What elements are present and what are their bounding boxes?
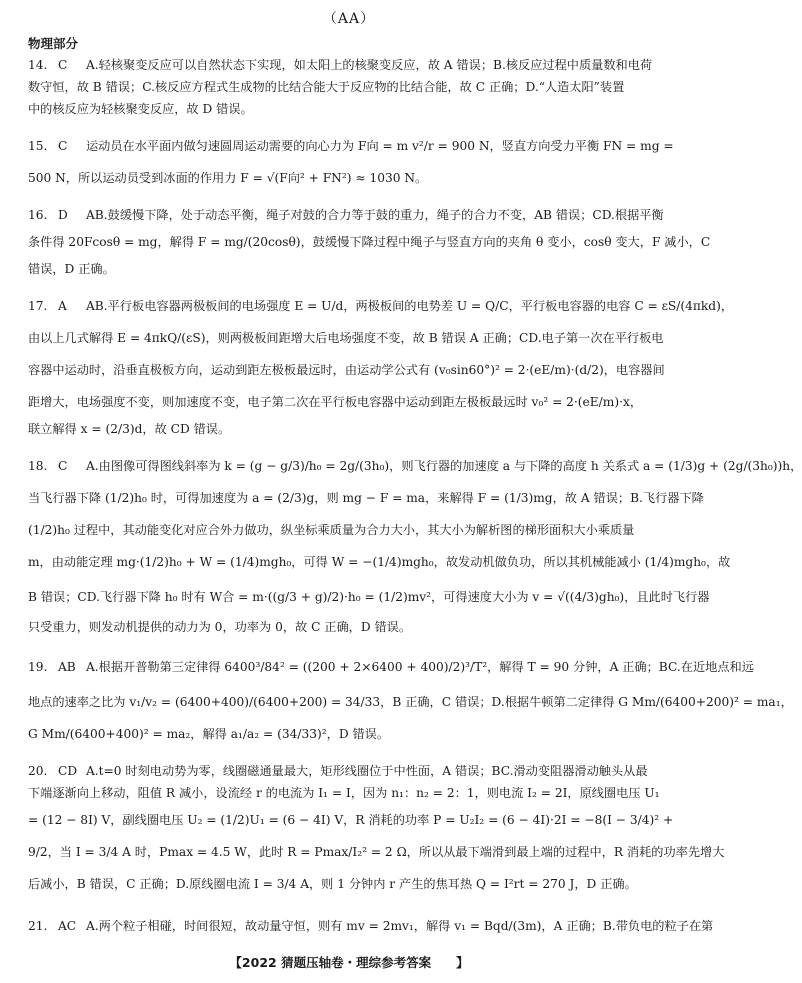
explanation-text: B 错误；CD.飞行器下降 h₀ 时有 W合 = m·((g/3 + g)/2)·h₀ = (1/2)mv²，可得速度大小为 v = √((4/3)gh₀)，且此时飞行器: [28, 590, 710, 604]
answer-line: [28, 836, 725, 868]
answer-key: AC: [58, 919, 77, 933]
question-number: 20.: [28, 764, 48, 778]
answer-item: [28, 450, 802, 638]
explanation-text: 错误，D 正确。: [28, 262, 115, 276]
answer-line: [28, 868, 676, 900]
answer-line: [28, 226, 711, 258]
answer-item: [28, 760, 725, 900]
question-number: 15.: [28, 139, 48, 153]
explanation-text: 500 N，所以运动员受到冰面的作用力 F = √(F向² + FN²) ≈ 1030 N。: [28, 171, 428, 185]
explanation-text: 9/2，当 I = 3/4 A 时，Pmax = 4.5 W，此时 R = Pmax/I₂² = 2 Ω，所以从最下端滑到最上端的过程中，R 消耗的功率先增大: [28, 845, 725, 859]
paper-version-code: （AA）: [322, 11, 376, 27]
answer-line: [28, 386, 676, 418]
answer-key: C: [58, 139, 68, 153]
answer-key: AB: [58, 660, 76, 674]
answer-line: [28, 322, 676, 354]
answer-line: [28, 686, 793, 718]
answer-line: [28, 578, 710, 616]
explanation-text: 数守恒，故 B 错误；C.核反应方程式生成物的比结合能大于反应物的比结合能，故 C 正确；D.“人造太阳”装置: [28, 80, 625, 94]
question-number: 17.: [28, 299, 48, 313]
answer-key: C: [58, 58, 68, 72]
explanation-text: 距增大，电场强度不变，则加速度不变，电子第二次在平行板电容器中运动到距左极板最远时 v₀² = 2·(eE/m)·x，: [28, 395, 643, 409]
answer-line: [28, 514, 676, 546]
explanation-text: AB.平行板电容器两极板间的电场强度 E = U/d，两极板间的电势差 U = Q/C，平行板电容器的电容 C = εS/(4πkd)，: [86, 299, 734, 313]
answer-key: A: [58, 299, 67, 313]
answer-item: [28, 54, 676, 120]
answer-list: [28, 54, 802, 952]
page-footer: 【2022 猜题压轴卷・理综参考答案 】: [229, 955, 469, 970]
answer-line: [28, 718, 676, 750]
question-number: 18.: [28, 459, 48, 473]
explanation-text: m，由动能定理 mg·(1/2)h₀ + W = (1/4)mgh₀，可得 W = −(1/4)mgh₀，故发动机做负功，所以其机械能减小 (1/4)mgh₀，故: [28, 555, 731, 569]
answer-key: D: [58, 208, 68, 222]
explanation-text: AB.鼓缓慢下降，处于动态平衡，绳子对鼓的合力等于鼓的重力，绳子的合力不变，AB 错误；CD.根据平衡: [86, 208, 664, 222]
explanation-text: 容器中运动时，沿垂直极板方向，运动到距左极板最远时，由运动学公式有 (v₀sin60°)² = 2·(eE/m)·(d/2)，电容器间: [28, 363, 665, 377]
question-number: 21.: [28, 919, 48, 933]
explanation-text: 联立解得 x = (2/3)d，故 CD 错误。: [28, 422, 231, 436]
explanation-text: 地点的速率之比为 v₁/v₂ = (6400+400)/(6400+200) = 34/33，B 正确，C 错误；D.根据牛顿第二定律得 G Mm/(6400+200)² = ma₁，: [28, 695, 793, 709]
explanation-text: = (12 − 8I) V，副线圈电压 U₂ = (1/2)U₁ = (6 − 4I) V，R 消耗的功率 P = U₂I₂ = (6 − 4I)·2I = −8(I − 3/4)² +: [28, 813, 674, 827]
explanation-text: 条件得 20Fcosθ = mg，解得 F = mg/(20cosθ)，鼓缓慢下降过程中绳子与竖直方向的夹角 θ 变小，cosθ 变大，F 减小，C: [28, 235, 711, 249]
answer-line: [28, 910, 714, 942]
answer-line: [28, 450, 802, 482]
question-number: 14.: [28, 58, 48, 72]
answer-line: [28, 804, 676, 836]
answer-line: [28, 782, 676, 804]
explanation-text: A.根据开普勒第三定律得 6400³/84² = ((200 + 2×6400 + 400)/2)³/T²，解得 T = 90 分钟，A 正确；BC.在近地点和远: [86, 660, 754, 674]
explanation-text: 由以上几式解得 E = 4πkQ/(εS)，则两极板间距增大后电场强度不变，故 B 错误 A 正确；CD.电子第一次在平行板电: [28, 331, 664, 345]
answer-line: [28, 760, 676, 782]
answer-line: [28, 290, 734, 322]
explanation-text: 下端逐渐向上移动，阻值 R 减小，设流经 r 的电流为 I₁ = I，因为 n₁：n₂ = 2：1，则电流 I₂ = 2I，原线圈电压 U₁: [28, 786, 660, 800]
explanation-text: A.轻核聚变反应可以自然状态下实现，如太阳上的核聚变反应，故 A 错误；B.核反应过程中质量数和电荷: [86, 58, 653, 72]
explanation-text: G Mm/(6400+400)² = ma₂，解得 a₁/a₂ = (34/33)²，D 错误。: [28, 727, 390, 741]
answer-key: CD: [58, 764, 78, 778]
answer-line: [28, 204, 676, 226]
section-title: 物理部分: [28, 36, 79, 51]
explanation-text: A.t=0 时刻电动势为零，线圈磁通量最大，矩形线圈位于中性面，A 错误；BC.滑动变阻器滑动触头从最: [86, 764, 648, 778]
answer-line: [28, 162, 676, 194]
answer-key: C: [58, 459, 68, 473]
answer-line: [28, 616, 676, 638]
answer-line: [28, 258, 676, 280]
answer-line: [28, 482, 704, 514]
explanation-text: A.两个粒子相碰，时间很短，故动量守恒，则有 mv = 2mv₁，解得 v₁ = Bqd/(3m)，A 正确；B.带负电的粒子在第: [86, 919, 714, 933]
explanation-text: 只受重力，则发动机提供的动力为 0，功率为 0，故 C 正确，D 错误。: [28, 620, 412, 634]
answer-line: [28, 76, 676, 98]
explanation-text: (1/2)h₀ 过程中，其动能变化对应合外力做功，纵坐标乘质量为合力大小，其大小为解析图的梯形面积大小乘质量: [28, 523, 635, 537]
explanation-text: 后减小，B 错误，C 正确；D.原线圈电流 I = 3/4 A，则 1 分钟内 r 产生的焦耳热 Q = I²rt = 270 J，D 正确。: [28, 877, 637, 891]
answer-item: [28, 290, 734, 440]
answer-line: [28, 418, 676, 440]
explanation-text: 运动员在水平面内做匀速圆周运动需要的向心力为 F向 = m v²/r = 900 N，竖直方向受力平衡 FN = mg =: [86, 139, 674, 153]
question-number: 19.: [28, 660, 48, 674]
answer-line: [28, 648, 754, 686]
answer-line: [28, 98, 676, 120]
answer-item: [28, 648, 793, 750]
answer-line: [28, 546, 731, 578]
explanation-text: A.由图像可得图线斜率为 k = (g − g/3)/h₀ = 2g/(3h₀)，则飞行器的加速度 a 与下降的高度 h 关系式 a = (1/3)g + (2g/(3h₀))h，: [86, 459, 802, 473]
answer-line: [28, 54, 676, 76]
answer-item: [28, 910, 714, 942]
answer-item: [28, 130, 676, 194]
answer-line: [28, 130, 676, 162]
explanation-text: 中的核反应为轻核聚变反应，故 D 错误。: [28, 102, 253, 116]
answer-item: [28, 204, 711, 280]
question-number: 16.: [28, 208, 48, 222]
explanation-text: 当飞行器下降 (1/2)h₀ 时，可得加速度为 a = (2/3)g，则 mg − F = ma，来解得 F = (1/3)mg，故 A 错误；B.飞行器下降: [28, 491, 704, 505]
answer-line: [28, 354, 676, 386]
